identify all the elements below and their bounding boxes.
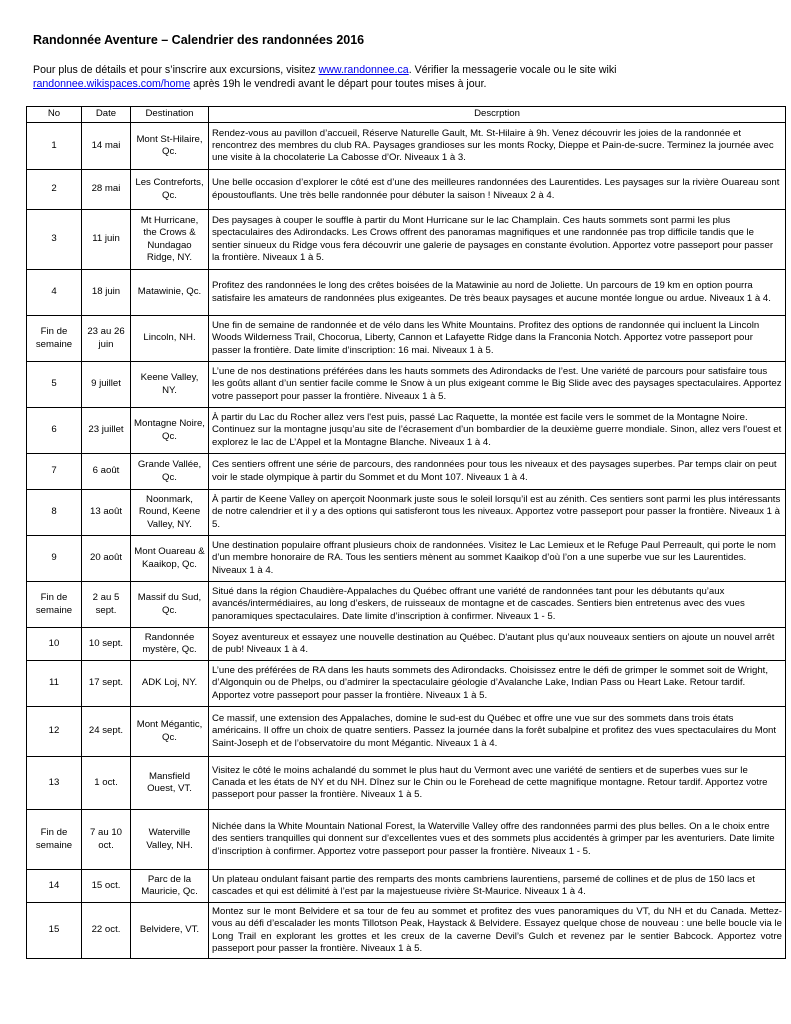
row-date: 20 août xyxy=(82,536,131,582)
row-destination: Les Contreforts, Qc. xyxy=(131,170,209,210)
row-number: 8 xyxy=(27,490,82,536)
row-number: 14 xyxy=(27,870,82,903)
intro-text-3: après 19h le vendredi avant le départ pour toutes mises à jour. xyxy=(190,78,487,90)
row-destination: Lincoln, NH. xyxy=(131,316,209,362)
row-description: Ces sentiers offrent une série de parcours, des randonnées pour tous les niveaux et des paysages superbes. Par temps clair on peut voir le stade olympique à partir du Sommet et du Mont 107. Niveaux 1 à 4. xyxy=(209,454,786,490)
row-number: 5 xyxy=(27,362,82,408)
row-number: 2 xyxy=(27,170,82,210)
row-date: 23 juillet xyxy=(82,408,131,454)
row-number: 15 xyxy=(27,903,82,959)
row-description: À partir du Lac du Rocher allez vers l'est puis, passé Lac Raquette, la montée est facile vers le sommet de la Montagne Noire. Continuez sur la montagne jusqu’au site de l’écrasement d’un bombardier de la deuxième guerre mondiale. Sinon, allez vers l'ouest et explorez le lac de L’Appel et la Montagne Blanche. Niveaux 1 à 4. xyxy=(209,408,786,454)
table-row xyxy=(27,536,786,582)
row-date: 1 oct. xyxy=(82,757,131,810)
row-description: Un plateau ondulant faisant partie des remparts des monts cambriens laurentiens, parsemé de collines et de plus de 150 lacs et cascades et qui est délimité à l’est par la majestueuse rivière St-Maurice. Niveaux 1 à 4. xyxy=(209,870,786,903)
row-destination: Noonmark, Round, Keene Valley, NY. xyxy=(131,490,209,536)
row-description: Situé dans la région Chaudière-Appalaches du Québec offrant une variété de randonnées tant pour les débutants qu’aux avancés/intermédiaires, au long d’eskers, de ruisseaux de montagne et de cascades. Sentiers bien entretenus avec des vues panoramiques spectaculaires. Date limite d’inscription à confirmer. Niveaux 1 - 5. xyxy=(209,582,786,628)
row-date: 14 mai xyxy=(82,123,131,170)
row-date: 6 août xyxy=(82,454,131,490)
row-destination: Mont Mégantic, Qc. xyxy=(131,707,209,757)
table-row xyxy=(27,408,786,454)
row-description: Ce massif, une extension des Appalaches, domine le sud-est du Québec et offre une vue sur des sommets dans trois états américains. Il offre un choix de quatre sentiers. Passez la journée dans la forêt subalpine et profitez des vues spectaculaires du Mont Saint-Joseph et de l’observatoire du mont Mégantic. Niveaux 1 à 4. xyxy=(209,707,786,757)
row-description: Visitez le côté le moins achalandé du sommet le plus haut du Vermont avec une variété de sentiers et de superbes vues sur le Canada et les états de NY et du NH. Dînez sur le Chin ou le Forehead de cette magnifique montagne. Retour tardif. Apportez votre passeport pour passer la frontière. Niveaux 1 à 5. xyxy=(209,757,786,810)
intro-text-2: . Vérifier la messagerie vocale ou le site wiki xyxy=(408,64,617,76)
row-destination: Mansfield Ouest, VT. xyxy=(131,757,209,810)
row-date: 28 mai xyxy=(82,170,131,210)
table-row xyxy=(27,810,786,870)
row-date: 17 sept. xyxy=(82,661,131,707)
row-date: 7 au 10 oct. xyxy=(82,810,131,870)
row-destination: Randonnée mystère, Qc. xyxy=(131,628,209,661)
header-destination: Destination xyxy=(131,107,209,123)
row-number: 13 xyxy=(27,757,82,810)
row-number: 12 xyxy=(27,707,82,757)
table-row xyxy=(27,454,786,490)
row-date: 22 oct. xyxy=(82,903,131,959)
header-date: Date xyxy=(82,107,131,123)
intro-paragraph xyxy=(33,63,753,91)
table-row xyxy=(27,661,786,707)
row-description: Une destination populaire offrant plusieurs choix de randonnées. Visitez le Lac Lemieux et le Refuge Paul Perreault, qui porte le nom d’un membre honoraire de RA. Tous les sentiers mènent au sommet Kaaikop d’où l’on a une superbe vue sur les Laurentides. Niveaux 1 à 4. xyxy=(209,536,786,582)
row-number: Fin de semaine xyxy=(27,316,82,362)
row-destination: ADK Loj, NY. xyxy=(131,661,209,707)
row-description: À partir de Keene Valley on aperçoit Noonmark juste sous le soleil lorsqu’il est au zénith. Ces sentiers sont parmi les plus intéressants de notre calendrier et il y a des options qui satisferont tous les niveaux. Apportez votre passeport pour passer la frontière. Niveaux 1 à 5. xyxy=(209,490,786,536)
wiki-link[interactable]: randonnee.wikispaces.com/home xyxy=(33,78,191,90)
row-description: Nichée dans la White Mountain National Forest, la Waterville Valley offre des randonnées parmi des plus belles. On a le choix entre des sentiers tranquilles qui donnent sur d’excellentes vues et des sommets plus accidentés à grimper par les aventuriers. Date limite d’inscription à confirmer. Apportez votre passeport pour passer la frontière. Niveaux 1 - 5. xyxy=(209,810,786,870)
row-number: 9 xyxy=(27,536,82,582)
header-no: No xyxy=(27,107,82,123)
row-destination: Parc de la Mauricie, Qc. xyxy=(131,870,209,903)
row-date: 24 sept. xyxy=(82,707,131,757)
row-description: L’une de nos destinations préférées dans les hauts sommets des Adirondacks de l’est. Une variété de parcours pour satisfaire tous les goûts allant d’un sentier facile comme le Snow à un plus exigeant comme le Big Slide avec des paysages spectaculaires. Apportez votre passeport pour passer la frontière. Niveaux 1 à 5. xyxy=(209,362,786,408)
table-row xyxy=(27,270,786,316)
row-destination: Belvidere, VT. xyxy=(131,903,209,959)
row-destination: Mont Ouareau & Kaaikop, Qc. xyxy=(131,536,209,582)
row-description: Rendez-vous au pavillon d’accueil, Réserve Naturelle Gault, Mt. St-Hilaire à 9h. Venez découvrir les joies de la randonnée et rencontrez des membres du club RA. Paysages grandioses sur les monts Rocky, Dieppe et Pain-de-sucre. Terminez la journée avec une visite à la chocolaterie La Cabosse d’Or. Niveaux 1 à 3. xyxy=(209,123,786,170)
row-date: 9 juillet xyxy=(82,362,131,408)
row-destination: Keene Valley, NY. xyxy=(131,362,209,408)
table-body xyxy=(27,123,786,959)
row-description: Profitez des randonnées le long des crêtes boisées de la Matawinie au nord de Joliette. Un parcours de 19 km en option pourra satisfaire les amateurs de randonnées plus exigeantes. De très beaux paysages et aucune montée longue ou ardue. Niveaux 1 à 4. xyxy=(209,270,786,316)
row-destination: Mont St-Hilaire, Qc. xyxy=(131,123,209,170)
row-number: 3 xyxy=(27,210,82,270)
row-date: 18 juin xyxy=(82,270,131,316)
hike-schedule-table xyxy=(26,106,786,959)
row-number: 1 xyxy=(27,123,82,170)
row-date: 13 août xyxy=(82,490,131,536)
intro-text-1: Pour plus de détails et pour s’inscrire aux excursions, visitez xyxy=(33,64,319,76)
row-date: 11 juin xyxy=(82,210,131,270)
table-row xyxy=(27,870,786,903)
row-destination: Waterville Valley, NH. xyxy=(131,810,209,870)
table-row xyxy=(27,628,786,661)
row-destination: Matawinie, Qc. xyxy=(131,270,209,316)
row-description: Soyez aventureux et essayez une nouvelle destination au Québec. D'autant plus qu’aux nouveaux sentiers on ajoute un nouvel arrêt de pub! Niveaux 1 à 4. xyxy=(209,628,786,661)
table-header-row xyxy=(27,107,786,123)
row-destination: Montagne Noire, Qc. xyxy=(131,408,209,454)
row-destination: Grande Vallée, Qc. xyxy=(131,454,209,490)
document-title: Randonnée Aventure – Calendrier des randonnées 2016 xyxy=(33,33,365,47)
table-row xyxy=(27,582,786,628)
row-number: 4 xyxy=(27,270,82,316)
table-row xyxy=(27,903,786,959)
table-row xyxy=(27,757,786,810)
randonnee-website-link[interactable]: www.randonnee.ca xyxy=(318,64,409,76)
row-destination: Mt Hurricane, the Crows & Nundagao Ridge, NY. xyxy=(131,210,209,270)
row-number: 11 xyxy=(27,661,82,707)
row-date: 15 oct. xyxy=(82,870,131,903)
row-number: 10 xyxy=(27,628,82,661)
table-row xyxy=(27,316,786,362)
table-row xyxy=(27,707,786,757)
table-row xyxy=(27,123,786,170)
row-number: 6 xyxy=(27,408,82,454)
row-description: Une belle occasion d’explorer le côté est d’une des meilleures randonnées des Laurentides. Les paysages sur la rivière Ouareau sont époustouflants. Une très belle randonnée pour débuter la saison ! Niveaux 2 à 4. xyxy=(209,170,786,210)
row-description: Des paysages à couper le souffle à partir du Mont Hurricane sur le lac Champlain. Ces hauts sommets sont parmi les plus spectaculaires des Adirondacks. Les Crows offrent des panoramas magnifiques et une randonnée pas trop difficile tandis que le sentier sinueux du Ridge vous fera découvrir une galerie de paysages en constante évolution. Apportez votre passeport pour passer la frontière. Niveaux 1 à 5. xyxy=(209,210,786,270)
table-row xyxy=(27,170,786,210)
table-row xyxy=(27,362,786,408)
row-number: 7 xyxy=(27,454,82,490)
row-date: 2 au 5 sept. xyxy=(82,582,131,628)
table-row xyxy=(27,490,786,536)
row-description: Montez sur le mont Belvidere et sa tour de feu au sommet et profitez des vues panoramiques du VT, du NH et du Canada. Mettez-vous au défi d’escalader les monts Tillotson Peak, Haystack & Belvidere. Essayez quelque chose de nouveau : une belle boucle via le Long Trail en explorant les grottes et les creux de la caverne Devil’s Gulch et revenez par le sentier Babcock. Apportez votre passeport pour passer la frontière. Niveaux 1 à 5. xyxy=(209,903,786,959)
row-date: 23 au 26 juin xyxy=(82,316,131,362)
table-row xyxy=(27,210,786,270)
row-number: Fin de semaine xyxy=(27,810,82,870)
row-date: 10 sept. xyxy=(82,628,131,661)
row-destination: Massif du Sud, Qc. xyxy=(131,582,209,628)
row-description: L’une des préférées de RA dans les hauts sommets des Adirondacks. Choisissez entre le défi de grimper le sommet soit de Wright, d’Algonquin ou de Phelps, ou d’admirer la spectaculaire géologie d’Avalanche Lake, Indian Pass ou Heart Lake. Retour tardif. Apportez votre passeport pour passer la frontière. Niveaux 1 à 5. xyxy=(209,661,786,707)
header-description: Descrption xyxy=(209,107,786,123)
row-number: Fin de semaine xyxy=(27,582,82,628)
row-description: Une fin de semaine de randonnée et de vélo dans les White Mountains. Profitez des options de randonnée qui incluent la Lincoln Woods Wilderness Trail, Chocorua, Liberty, Cannon et Lafayette Ridge dans la Franconia Notch. Apportez votre passeport pour passer la frontière. Date limite d’inscription: 16 mai. Niveaux 1 à 5. xyxy=(209,316,786,362)
